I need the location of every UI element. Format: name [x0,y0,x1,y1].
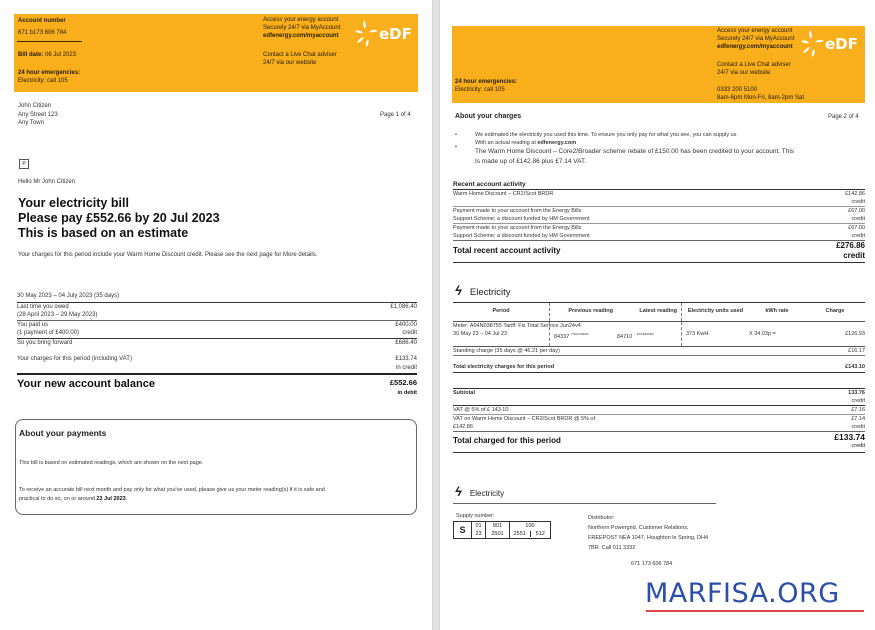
activity-row: Payment made to your account from the Energy Bills Support Scheme; a discount funded by HM Government £67.00 credit [453,208,865,222]
customer-address: John Citizen Any Street 123 Any Town [18,103,58,126]
account-number-label: Account number [18,18,66,24]
postage-marker: P [19,159,29,169]
payments-para-1: This bill is based on estimated readings, which are shown on the next page. [19,460,204,466]
account-number: 671 b173 606 784 [18,30,67,36]
table-header-row: Period Previous reading Latest reading Electricity units used kWh rate Charge [453,303,865,321]
page-number: Page 2 of 4 [828,114,859,120]
phone-hours: 8am-6pm Mon-Fri, 8am-2pm Sat [717,95,805,101]
chat-line-1: Contact a Live Chat adviser [263,52,337,58]
period-total-row: Total charged for this period £133.74 credit [453,432,865,449]
access-line-1: Access your energy account [263,17,339,23]
payments-para-2: To receive an accurate bill next month and pay only for what you've used, please give us your meter reading(s) if it is safe and practical to do so, on or around 23 Jul 2023. [19,487,325,502]
lightning-bolt-icon: ϟ [455,283,462,298]
activity-row: Warm Home Discount – CR2/Scot BRDR £142.86 credit [453,191,865,205]
vat-whd-row: VAT on Warm Home Discount – CR2/Scot BRDR @ 5% of £142.86 £7.14 credit [453,416,865,430]
electricity-charges-table [453,302,865,373]
edf-sun-icon [354,19,416,49]
page-number: Page 1 of 4 [380,112,411,118]
intro-text: Your charges for this period include your Warm Home Discount credit. Please see the next page for More details. [18,252,318,258]
edf-website-link[interactable]: edfenergy.com [537,140,577,146]
subtotal-row: Subtotal 133.76 credit [453,390,865,404]
bill-page-1 [0,0,432,630]
chat-line-2: 24/7 via our website [717,70,771,76]
access-line-2: Securely 24/7 via MyAccount [263,25,341,31]
billing-period: 30 May 2023 – 04 July 2023 (35 days) [17,293,120,299]
account-divider [17,41,82,42]
chat-line-2: 24/7 via our website [263,60,317,66]
vat-row: VAT @ 5% of £ 143.10 £7.16 [453,407,865,413]
myaccount-link[interactable]: edfenergy.com/myaccount [263,33,339,39]
phone-number: 0333 200 5100 [717,87,758,93]
emergencies-label: 24 hour emergencies: [455,79,518,85]
emergencies-text: Electricity: call 105 [18,78,68,84]
emergencies-text: Electricity: call 105 [455,87,505,93]
supply-number-label: Supply number: [456,513,495,519]
myaccount-link[interactable]: edfenergy.com/myaccount [717,44,793,50]
supply-divider [453,503,716,504]
svg-text:eDF: eDF [825,35,858,53]
account-header-banner [452,26,865,103]
marfisa-watermark: MARFISA.ORG [645,578,840,609]
supply-number-box: S 01 23 801 2501 100 2551 512 [453,521,551,539]
watermark-underline [646,610,864,612]
account-header-banner [14,14,418,92]
distributor-info: Distributor: Northern Powergrid, Customer Relations, FREEPOST NEA 1047, Houghton le Spring, DH4 7BR. Call 011 3332 [588,515,709,551]
standing-charge-row: Standing charge (35 days @ 46.21 per day) £16.17 [453,348,865,354]
summary-row-paid: You paid us (1 payment of £400.00) £400.00 credit [17,321,417,336]
footer-account-number: 671 173 606 784 [631,561,673,567]
summary-row-forward: So you bring forward £686.40 [17,339,417,346]
page-gap [432,0,440,630]
totals-table [453,388,865,453]
supply-electricity-heading: ϟ Electricity [455,484,505,499]
bill-date: Bill date: 06 Jul 2023 [18,52,77,58]
activity-row: Payment made to your account from the Energy Bills Support Scheme; a discount funded by HM Government £67.00 credit [453,225,865,239]
activity-total-row: Total recent account activity £276.86 credit [453,241,865,260]
payments-heading: About your payments [19,428,107,438]
electricity-total-row: Total electricity charges for this period £143.10 [453,364,865,370]
chat-line-1: Contact a Live Chat adviser [717,62,791,68]
svg-text:eDF: eDF [379,25,412,43]
charges-bullets: • • We estimated the electricity you used this time. To ensure you only pay for what you see, you can supply us With an actual reading at edfenergy.com The Warm Home Discount – Core2/Broader scheme rebate of £150.00 has been credited to your account. This Is made up of £142.86 plus £7.14 VAT. [455,132,795,165]
summary-row-charges: Your charges for this period (including VAT) £133.74 in credit [17,356,417,371]
summary-row-balance: Your new account balance £552.66 in debit [17,378,417,396]
charges-heading: About your charges [455,113,522,120]
meter-line: Meter: A04N038755 Tariff: Fix Total Service Jun24v4 [453,323,581,329]
account-summary-table [17,292,417,399]
summary-row-last-owed: Last time you owed (28 April 2023 – 29 May 2023) £1,086.40 [17,303,417,318]
edf-sun-icon [800,29,862,59]
greeting: Hello Mr John Citizen [18,179,76,185]
reading-row: 30 May 23 – 04 Jul 23 84337 $^{YOUR READ}$ 84710 $^{ESTIMATED}$ 373 KwH X 34.03p = £126.93 [453,330,865,346]
bill-page-2 [440,0,875,630]
edf-logo [354,19,416,49]
bill-title: Your electricity bill Please pay £552.66 by 20 Jul 2023 This is based on an estimate [18,196,220,240]
access-line-2: Securely 24/7 via MyAccount [717,36,795,42]
electricity-heading: ϟ Electricity [455,283,511,298]
lightning-bolt-icon: ϟ [455,484,462,499]
about-payments-box [15,419,417,515]
recent-activity-table: Recent account activity Warm Home Discount – CR2/Scot BRDR £142.86 credit Payment made to your account from the Energy Bills Support Scheme; a discount funded by HM Government £67.00 credit Payment made to your account from the Energy Bills Support Scheme; a discount funded by HM Government £67.00 credit Total recent account activity £276.86 credit [453,180,865,263]
emergencies-label: 24 hour emergencies: [18,70,81,76]
edf-logo [800,29,862,59]
access-line-1: Access your energy account [717,28,793,34]
